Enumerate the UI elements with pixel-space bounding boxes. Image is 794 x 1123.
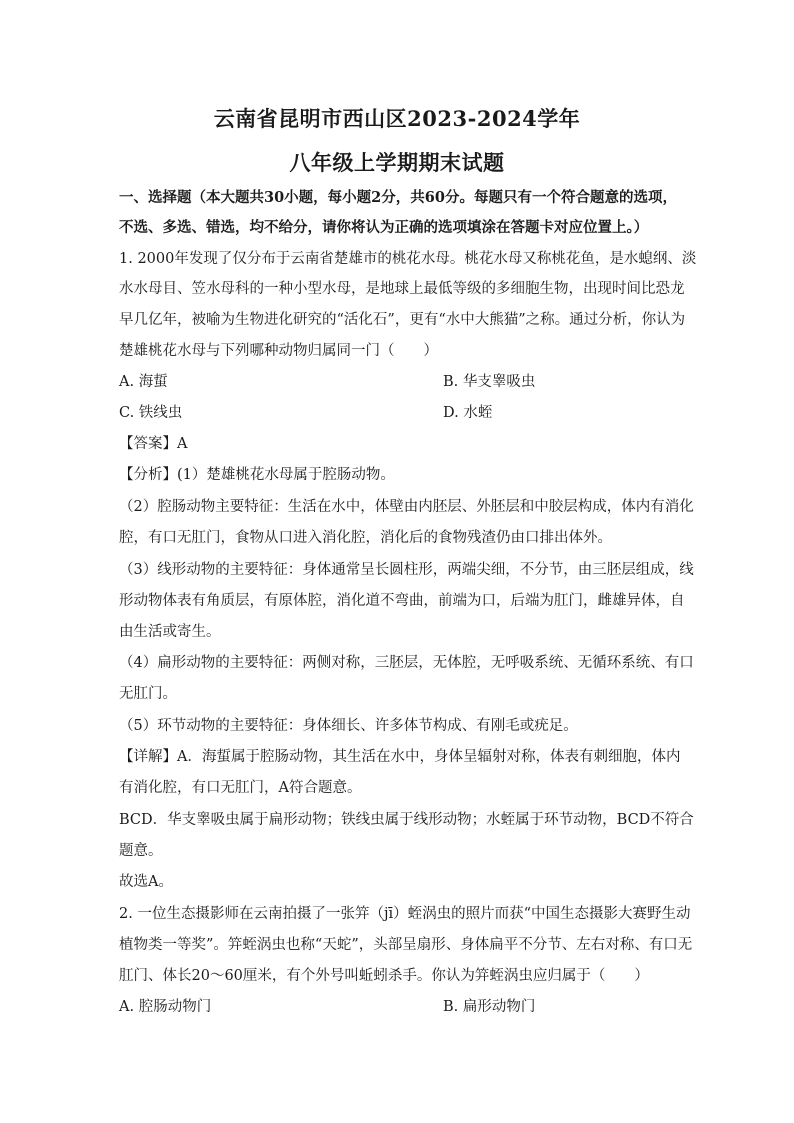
q1-option-a: A. 海蜇 xyxy=(119,374,168,390)
q1-option-b: B. 华支睾吸虫 xyxy=(443,374,536,390)
q1-detail-line-2: 有消化腔，有口无肛门，A符合题意。 xyxy=(119,780,362,796)
q1-detail-line-1: 【详解】A．海蜇属于腔肠动物，其生活在水中，身体呈辐射对称，体表有刺细胞，体内 xyxy=(119,749,681,765)
q1-answer: 【答案】A xyxy=(119,436,188,452)
q2-stem-line-2: 植物类一等奖”。笄蛭涡虫也称“天蛇”，头部呈扇形、身体扁平不分节、左右对称、有口无 xyxy=(119,937,693,953)
q1-analysis-line-6: 由生活或寄生。 xyxy=(119,624,221,640)
q1-detail-line-3: BCD．华支睾吸虫属于扁形动物；铁线虫属于线形动物；水蛭属于环节动物，BCD不符合 xyxy=(119,812,694,828)
q1-analysis-line-2: （2）腔肠动物主要特征：生活在水中，体壁由内胚层、外胚层和中胶层构成，体内有消化 xyxy=(119,499,694,515)
q1-analysis-line-9: （5）环节动物的主要特征：身体细长、许多体节构成、有刚毛或疣足。 xyxy=(119,718,578,734)
q2-stem-line-1: 2. 一位生态摄影师在云南拍摄了一张笄（jī）蛭涡虫的照片而获“中国生态摄影大赛野生动 xyxy=(119,906,691,922)
q1-stem-line-4: 楚雄桃花水母与下列哪种动物归属同一门（ ） xyxy=(119,343,438,359)
q1-option-c: C. 铁线虫 xyxy=(119,405,183,421)
q1-stem-line-3: 早几亿年，被喻为生物进化研究的“活化石”，更有“水中大熊猫”之称。通过分析，你认为 xyxy=(119,312,686,328)
q1-analysis-line-1: 【分析】(1）楚雄桃花水母属于腔肠动物。 xyxy=(119,467,395,483)
section-heading-line-2: 不选、多选、错选，均不给分，请你将认为正确的选项填涂在答题卡对应位置上。） xyxy=(119,219,649,236)
q1-analysis-line-7: （4）扁形动物的主要特征：两侧对称，三胚层，无体腔，无呼吸系统、无循环系统、有口 xyxy=(119,655,694,671)
q1-analysis-line-8: 无肛门。 xyxy=(119,686,177,702)
document-title: 云南省昆明市西山区2023-2024学年 xyxy=(213,106,581,131)
q1-detail-line-4: 题意。 xyxy=(119,843,163,859)
q2-stem-line-3: 肛门、体长20～60厘米，有个外号叫蚯蚓杀手。你认为笄蛭涡虫应归属于（ ） xyxy=(119,968,649,984)
q1-analysis-line-3: 腔，有口无肛门，食物从口进入消化腔，消化后的食物残渣仍由口排出体外。 xyxy=(119,530,612,546)
q1-detail-line-5: 故选A。 xyxy=(119,874,173,890)
q2-option-b: B. 扁形动物门 xyxy=(443,999,536,1015)
q1-stem-line-2: 水水母目、笠水母科的一种小型水母，是地球上最低等级的多细胞生物，出现时间比恐龙 xyxy=(119,281,685,297)
q1-analysis-line-4: （3）线形动物的主要特征：身体通常呈长圆柱形，两端尖细，不分节，由三胚层组成，线 xyxy=(119,562,694,578)
q2-option-a: A. 腔肠动物门 xyxy=(119,999,212,1015)
q1-option-d: D. 水蛭 xyxy=(443,405,493,421)
q1-stem-line-1: 1. 2000年发现了仅分布于云南省楚雄市的桃花水母。桃花水母又称桃花鱼，是水螅纲、淡 xyxy=(119,251,697,267)
q1-analysis-line-5: 形动物体表有角质层，有原体腔，消化道不弯曲，前端为口，后端为肛门，雌雄异体，自 xyxy=(119,593,685,609)
document-subtitle: 八年级上学期期末试题 xyxy=(289,150,505,175)
section-heading-line-1: 一、选择题（本大题共30小题，每小题2分，共60分。每题只有一个符合题意的选项， xyxy=(119,189,677,206)
